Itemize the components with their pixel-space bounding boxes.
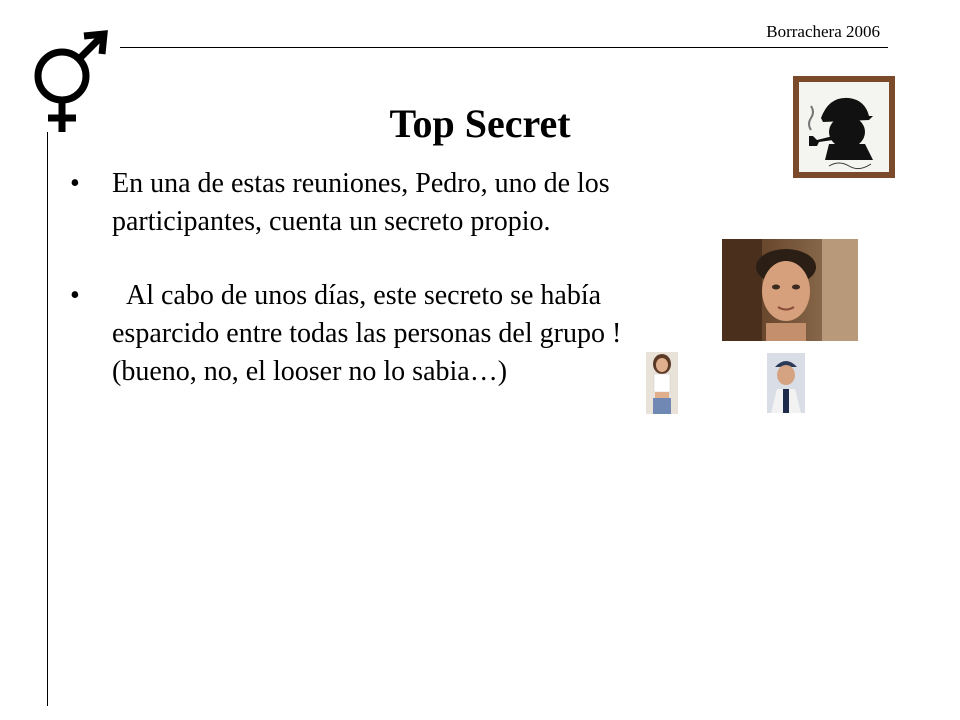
header-label: Borrachera 2006 [766, 22, 880, 41]
list-item [68, 277, 648, 391]
sherlock-picture-frame [793, 76, 895, 178]
cap-guy-photo [767, 353, 805, 413]
top-divider [120, 47, 888, 48]
bullet-text: Al cabo de unos días, este secreto se había esparcido entre todas las personas del grupo !(bueno, no, el looser no lo sabia…) [112, 280, 622, 387]
bullet-text: En una de estas reuniones, Pedro, uno de los participantes, cuenta un secreto propio. [112, 168, 610, 237]
bullet-marker: • [70, 168, 80, 199]
list-item [68, 165, 648, 241]
left-divider [47, 132, 48, 706]
sherlock-silhouette-image [799, 82, 889, 172]
slide-title: Top Secret [389, 101, 571, 146]
bullet-list [68, 165, 648, 427]
girl-photo [646, 352, 678, 414]
portrait-photo [722, 239, 858, 341]
bullet-marker: • [70, 280, 80, 311]
